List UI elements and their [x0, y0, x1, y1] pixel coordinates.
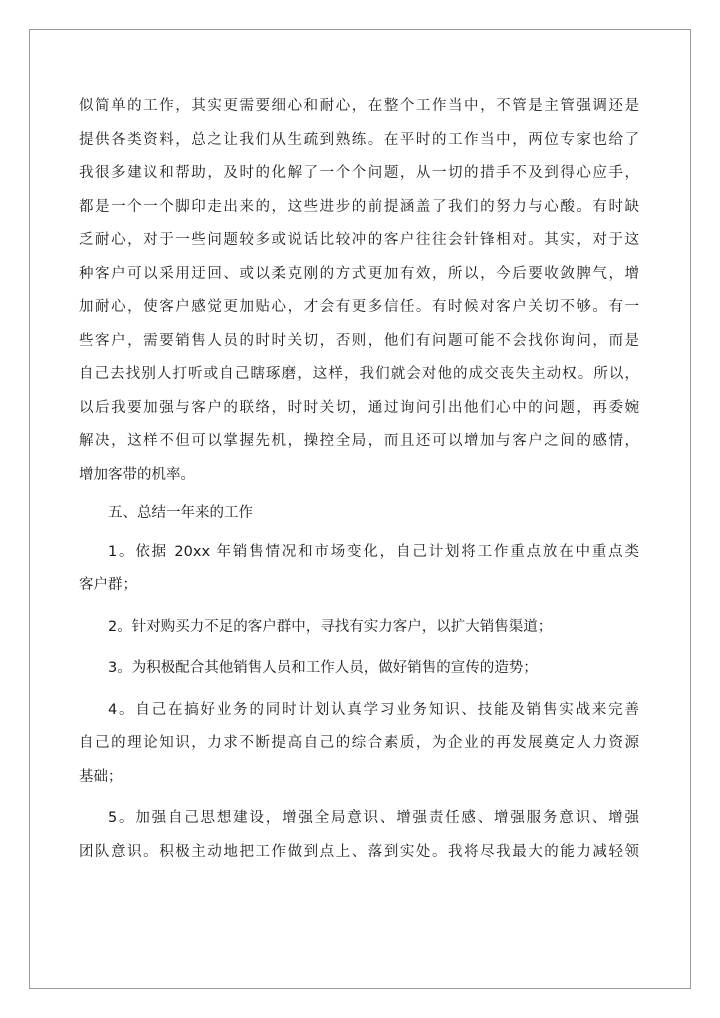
- text-line: 基础；: [79, 768, 123, 785]
- text-line: 2。针对购买力不足的客户群中，寻找有实力客户，以扩大销售渠道；: [108, 618, 553, 635]
- text-line: 客户群；: [79, 577, 137, 593]
- text-line: 3。为积极配合其他销售人员和工作人员，做好销售的宣传的造势；: [108, 660, 538, 676]
- text-line: 1。依据 20xx 年销售情况和市场变化，自己计划将工作重点放在中重点类: [108, 543, 639, 560]
- section-heading: [79, 497, 639, 531]
- text-line: 增加客带的机率。: [79, 466, 195, 483]
- list-item-5: [79, 802, 639, 869]
- section-heading-text: 五、总结一年来的工作: [108, 505, 253, 521]
- list-item-4: [79, 694, 639, 795]
- text-line: 加耐心，使客户感觉更加贴心，才会有更多信任。有时候对客户关切不够。有一: [79, 299, 639, 315]
- text-line: 4。自己在搞好业务的同时计划认真学习业务知识、技能及销售实战来完善: [108, 701, 639, 718]
- text-line: 乏耐心，对于一些问题较多或说话比较冲的客户往往会针锋相对。其实，对于这: [79, 232, 639, 248]
- text-line: 自己去找别人打听或自己瞎琢磨，这样，我们就会对他的成交丧失主动权。所以，: [79, 366, 639, 382]
- text-line: 解决，这样不但可以掌握先机，操控全局，而且还可以增加与客户之间的感情，: [79, 433, 639, 449]
- list-item-2: [79, 611, 639, 645]
- text-line: 都是一个一个脚印走出来的，这些进步的前提涵盖了我们的努力与心酸。有时缺: [79, 198, 639, 215]
- text-line: 提供各类资料，总之让我们从生疏到熟练。在平时的工作当中，两位专家也给了: [79, 131, 639, 148]
- document-body: [79, 90, 639, 869]
- text-line: 似简单的工作，其实更需要细心和耐心，在整个工作当中，不管是主管强调还是: [79, 98, 639, 114]
- paragraph-continuation: [79, 90, 639, 492]
- text-line: 团队意识。积极主动地把工作做到点上、落到实处。我将尽我最大的能力减轻领: [79, 843, 639, 860]
- text-line: 种客户可以采用迂回、或以柔克刚的方式更加有效，所以，今后要收敛脾气，增: [79, 265, 639, 282]
- text-line: 以后我要加强与客户的联络，时时关切，通过询问引出他们心中的问题，再委婉: [79, 399, 639, 416]
- list-item-3: [79, 652, 639, 686]
- text-line: 自己的理论知识，力求不断提高自己的综合素质，为企业的再发展奠定人力资源: [79, 735, 639, 751]
- text-line: 些客户，需要销售人员的时时关切，否则，他们有问题可能不会找你询问，而是: [79, 332, 639, 349]
- list-item-1: [79, 536, 639, 603]
- text-line: 5。加强自己思想建设，增强全局意识、增强责任感、增强服务意识、增强: [108, 810, 639, 826]
- text-line: 我很多建议和帮助，及时的化解了一个个问题，从一切的措手不及到得心应手，: [79, 165, 639, 181]
